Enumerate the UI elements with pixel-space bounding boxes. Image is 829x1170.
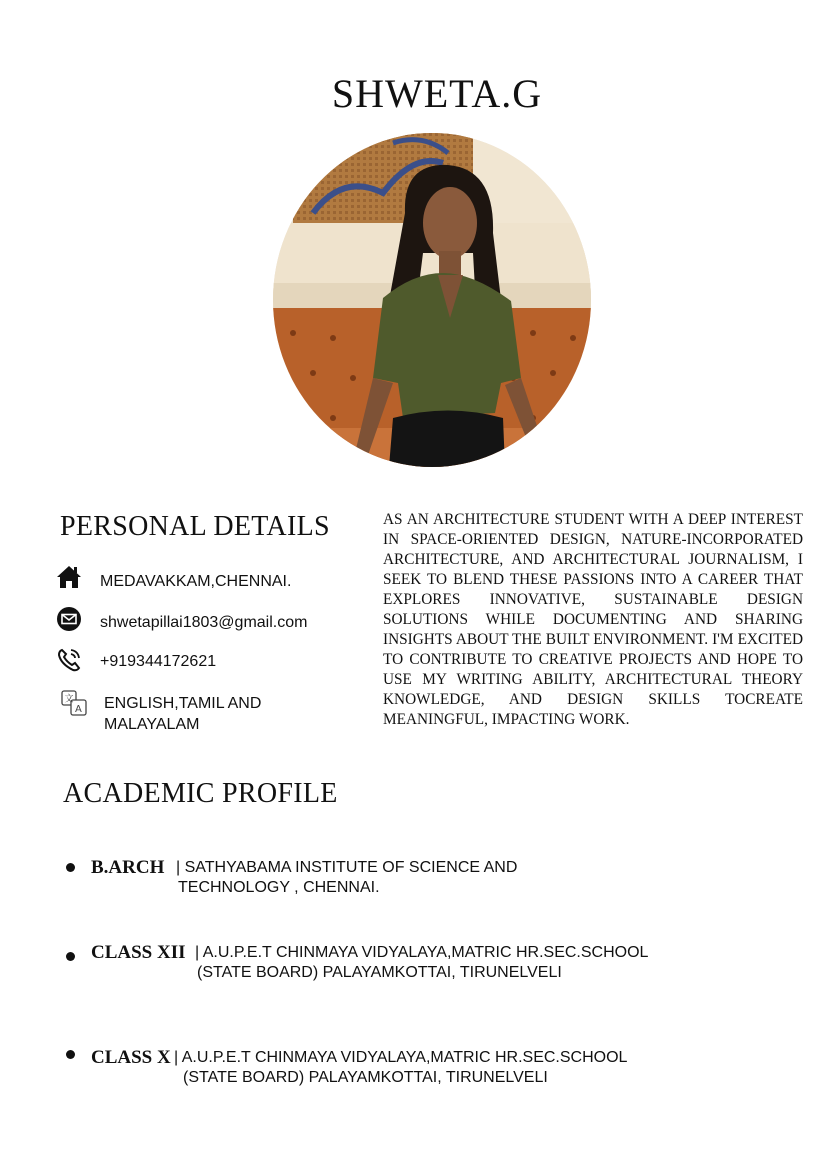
languages-row — [60, 689, 262, 733]
email-link[interactable]: shwetapillai1803@gmail.com — [100, 614, 308, 631]
institution-line: | SATHYABAMA INSTITUTE OF SCIENCE AND — [176, 859, 518, 876]
bullet-icon — [66, 1050, 75, 1059]
svg-text:A: A — [75, 704, 82, 715]
profile-photo — [273, 133, 591, 467]
phone-icon — [56, 647, 82, 673]
languages-text: ENGLISH,TAMIL AND MALAYALAM — [104, 695, 262, 733]
institution-line-2: (STATE BOARD) PALAYAMKOTTAI, TIRUNELVELI — [197, 964, 562, 981]
portrait-image — [273, 133, 591, 467]
degree-label: B.ARCH — [91, 857, 165, 878]
phone-row — [56, 647, 217, 673]
academic-profile-heading: ACADEMIC PROFILE — [63, 778, 338, 809]
email-icon — [56, 606, 82, 632]
address-text: MEDAVAKKAM,CHENNAI. — [100, 573, 292, 590]
degree-label: CLASS XII — [91, 942, 186, 963]
svg-text:文: 文 — [64, 694, 74, 705]
email-row — [56, 606, 308, 632]
institution-line: | A.U.P.E.T CHINMAYA VIDYALAYA,MATRIC HR.SEC.SCHOOL — [195, 944, 649, 961]
translate-icon — [60, 689, 86, 715]
address-row — [56, 564, 292, 590]
resume-name: SHWETA.G — [331, 71, 543, 116]
institution-line: | A.U.P.E.T CHINMAYA VIDYALAYA,MATRIC HR.SEC.SCHOOL — [174, 1049, 628, 1066]
institution-line-2: TECHNOLOGY , CHENNAI. — [178, 879, 380, 896]
degree-label: CLASS X — [91, 1047, 171, 1068]
phone-text: +919344172621 — [100, 653, 217, 670]
institution-line-2: (STATE BOARD) PALAYAMKOTTAI, TIRUNELVELI — [183, 1069, 548, 1086]
bullet-icon — [66, 952, 75, 961]
about-paragraph: AS AN ARCHITECTURE STUDENT WITH A DEEP INTEREST IN SPACE-ORIENTED DESIGN, NATURE-INCORPORATED ARCHITECTURE, AND ARCHITECTURAL JOURNALISM, I SEEK TO BLEND THESE PASSIONS INTO A CAREER THAT EXPLORES INNOVATIVE, SUSTAINABLE DESIGN SOLUTIONS WHILE DOCUMENTING AND SHARING INSIGHTS ABOUT THE BUILT ENVIRONMENT. I'M EXCITED TO CONTRIBUTE TO CREATIVE PROJECTS AND HOPE TO USE MY WRITING ABILITY, ARCHITECTURAL THEORY KNOWLEDGE, AND DESIGN SKILLS TOCREATE MEANINGFUL, IMPACTING WORK. — [383, 511, 803, 728]
home-icon — [56, 564, 82, 590]
personal-details-heading: PERSONAL DETAILS — [60, 511, 330, 542]
bullet-icon — [66, 863, 75, 872]
